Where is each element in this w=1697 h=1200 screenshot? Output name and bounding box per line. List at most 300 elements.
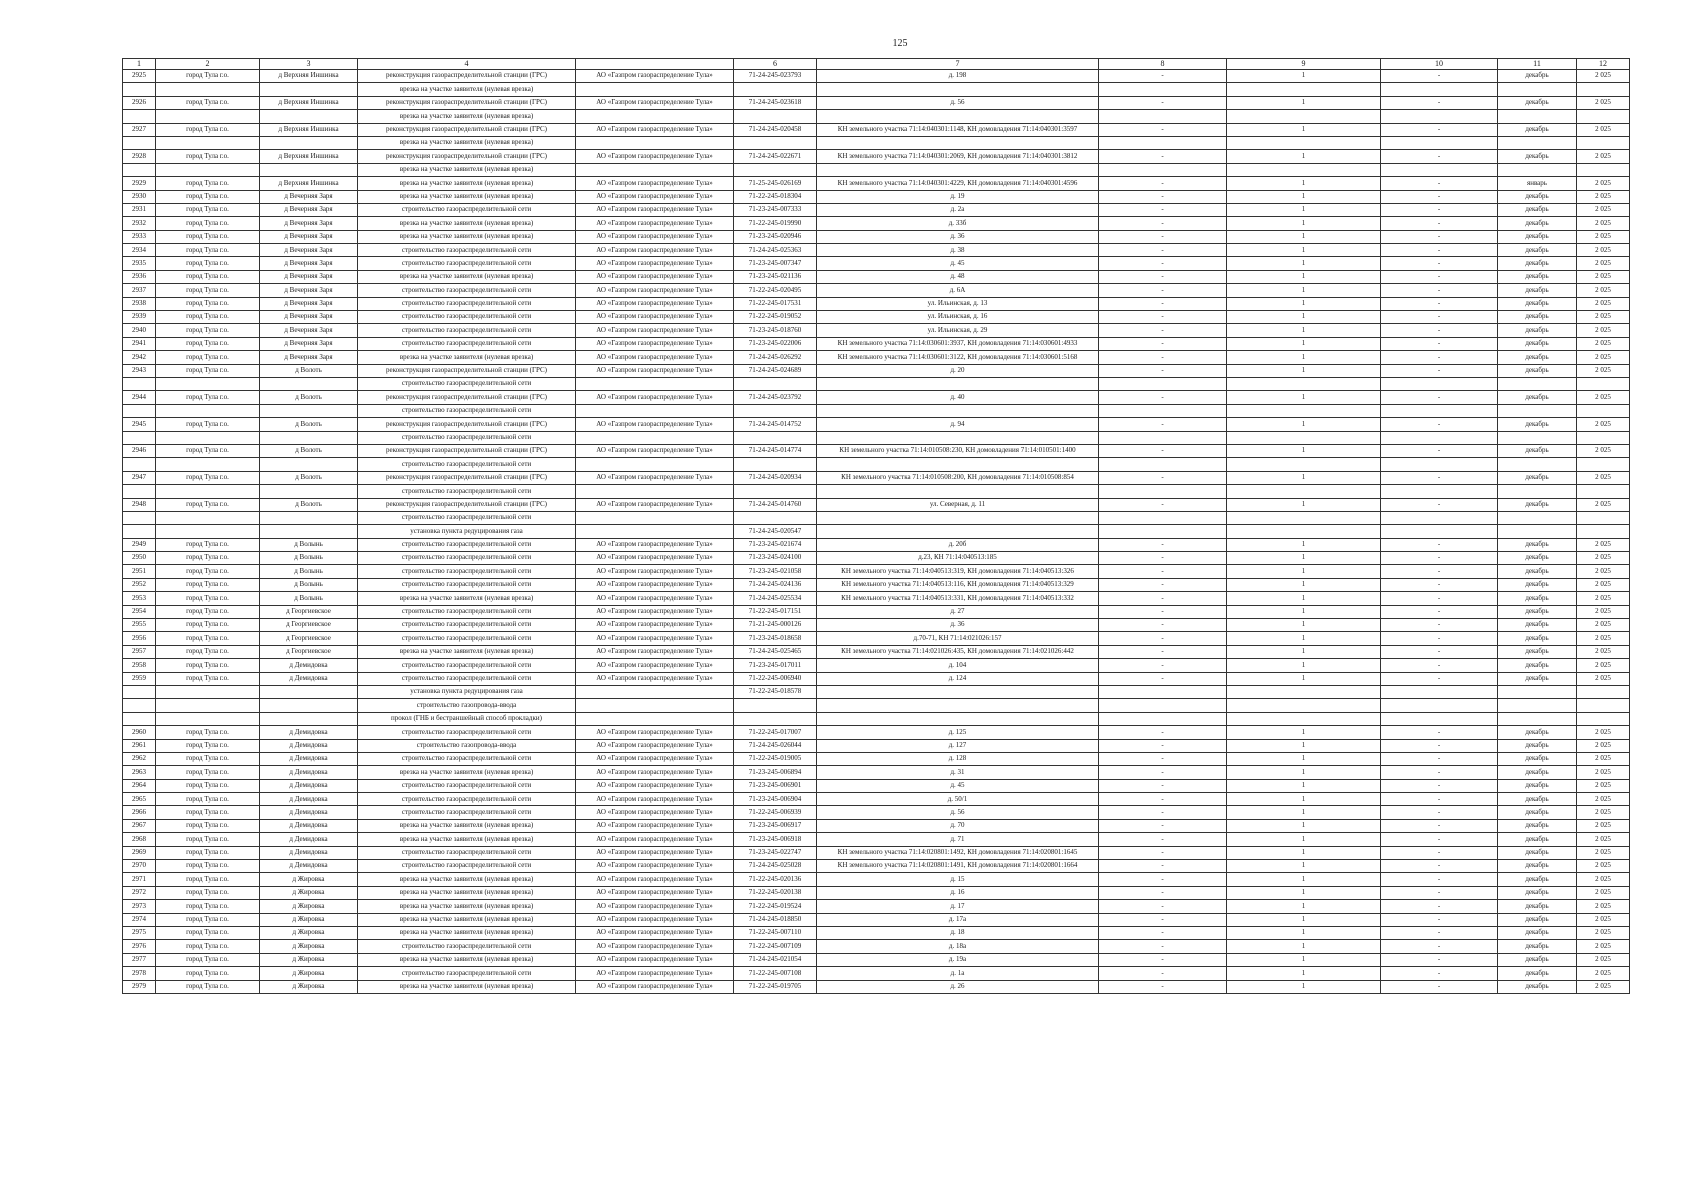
request-code-cell [734,712,817,725]
column-8-cell: - [1099,391,1227,404]
column-10-cell [1381,377,1498,390]
column-8-cell: - [1099,552,1227,565]
work-type-cell: реконструкция газораспределительной станции (ГРС) [358,123,576,136]
quantity-cell: 1 [1227,471,1381,484]
row-number: 2930 [123,190,156,203]
request-code-cell: 71-25-245-026169 [734,177,817,190]
city-cell: город Тула г.о. [156,819,260,832]
table-row [123,324,1630,337]
request-code-cell: 71-22-245-007110 [734,927,817,940]
work-type-cell: врезка на участке заявителя (нулевая врезка) [358,83,576,96]
month-cell [1498,404,1577,417]
work-type-cell: строительство газораспределительной сети [358,297,576,310]
column-header: 6 [734,59,817,70]
row-number [123,377,156,390]
organization-cell: АО «Газпром газораспределение Тула» [576,471,734,484]
table-row [123,846,1630,859]
address-cell: д. 16 [817,886,1099,899]
organization-cell: АО «Газпром газораспределение Тула» [576,364,734,377]
table-row [123,873,1630,886]
month-cell: декабрь [1498,846,1577,859]
quantity-cell: 1 [1227,927,1381,940]
column-8-cell: - [1099,980,1227,993]
row-number: 2956 [123,632,156,645]
column-8-cell: - [1099,739,1227,752]
column-8-cell [1099,511,1227,524]
column-8-cell: - [1099,672,1227,685]
column-10-cell: - [1381,217,1498,230]
month-cell: декабрь [1498,766,1577,779]
quantity-cell: 1 [1227,940,1381,953]
organization-cell: АО «Газпром газораспределение Тула» [576,967,734,980]
address-cell [817,110,1099,123]
row-number: 2948 [123,498,156,511]
locality-cell: д Жировка [260,980,358,993]
locality-cell: д Вечерняя Заря [260,284,358,297]
column-10-cell: - [1381,70,1498,83]
organization-cell: АО «Газпром газораспределение Тула» [576,873,734,886]
row-number: 2957 [123,645,156,658]
organization-cell [576,404,734,417]
work-type-cell: врезка на участке заявителя (нулевая врезка) [358,645,576,658]
work-type-cell: строительство газораспределительной сети [358,565,576,578]
address-cell [817,712,1099,725]
column-10-cell: - [1381,953,1498,966]
city-cell: город Тула г.о. [156,552,260,565]
request-code-cell: 71-23-245-018658 [734,632,817,645]
request-code-cell: 71-22-245-019005 [734,752,817,765]
row-number: 2961 [123,739,156,752]
year-cell: 2 025 [1577,940,1630,953]
request-code-cell [734,136,817,149]
table-row [123,351,1630,364]
column-8-cell: - [1099,244,1227,257]
column-10-cell: - [1381,565,1498,578]
city-cell: город Тула г.о. [156,940,260,953]
work-type-cell: врезка на участке заявителя (нулевая врезка) [358,217,576,230]
request-code-cell [734,511,817,524]
quantity-cell: 1 [1227,806,1381,819]
address-cell: ул. Ильинская, д. 29 [817,324,1099,337]
month-cell: декабрь [1498,739,1577,752]
request-code-cell: 71-22-245-006939 [734,806,817,819]
row-number: 2937 [123,284,156,297]
city-cell [156,136,260,149]
gasification-register-table [122,58,1630,994]
organization-cell: АО «Газпром газораспределение Тула» [576,793,734,806]
organization-cell: АО «Газпром газораспределение Тула» [576,619,734,632]
work-type-cell: строительство газораспределительной сети [358,605,576,618]
row-number: 2955 [123,619,156,632]
locality-cell [260,525,358,538]
column-8-cell: - [1099,806,1227,819]
row-number: 2974 [123,913,156,926]
locality-cell: д Жировка [260,913,358,926]
quantity-cell: 1 [1227,257,1381,270]
year-cell: 2 025 [1577,244,1630,257]
table-row [123,980,1630,993]
page-number: 125 [892,38,908,49]
locality-cell: д Демидовка [260,833,358,846]
year-cell: 2 025 [1577,592,1630,605]
address-cell: д. 1а [817,967,1099,980]
request-code-cell: 71-24-245-025534 [734,592,817,605]
column-header: 1 [123,59,156,70]
table-row [123,498,1630,511]
column-8-cell: - [1099,940,1227,953]
row-number [123,404,156,417]
quantity-cell: 1 [1227,779,1381,792]
quantity-cell [1227,699,1381,712]
locality-cell [260,404,358,417]
request-code-cell [734,163,817,176]
work-type-cell: строительство газораспределительной сети [358,672,576,685]
work-type-cell: врезка на участке заявителя (нулевая врезка) [358,177,576,190]
column-8-cell: - [1099,257,1227,270]
address-cell: д. 94 [817,418,1099,431]
address-cell: КН земельного участка 71:14:040301:1148, КН домовладения 71:14:040301:3597 [817,123,1099,136]
column-8-cell: - [1099,311,1227,324]
column-8-cell: - [1099,619,1227,632]
month-cell [1498,110,1577,123]
column-10-cell: - [1381,391,1498,404]
column-10-cell: - [1381,726,1498,739]
city-cell: город Тула г.о. [156,351,260,364]
work-type-cell: врезка на участке заявителя (нулевая врезка) [358,873,576,886]
address-cell: д. 2а [817,203,1099,216]
city-cell: город Тула г.о. [156,967,260,980]
quantity-cell: 1 [1227,337,1381,350]
column-8-cell: - [1099,203,1227,216]
city-cell: город Тула г.о. [156,177,260,190]
table-row [123,619,1630,632]
work-type-cell: строительство газораспределительной сети [358,203,576,216]
month-cell: декабрь [1498,190,1577,203]
column-header: 4 [358,59,576,70]
address-cell: д. 125 [817,726,1099,739]
organization-cell: АО «Газпром газораспределение Тула» [576,498,734,511]
column-header: 12 [1577,59,1630,70]
row-number: 2945 [123,418,156,431]
work-type-cell: прокол (ГНБ и бестраншейный способ прокладки) [358,712,576,725]
organization-cell: АО «Газпром газораспределение Тула» [576,605,734,618]
column-8-cell: - [1099,150,1227,163]
year-cell: 2 025 [1577,444,1630,457]
address-cell: д. 15 [817,873,1099,886]
column-10-cell [1381,699,1498,712]
column-10-cell [1381,110,1498,123]
column-8-cell: - [1099,913,1227,926]
quantity-cell: 1 [1227,203,1381,216]
address-cell: д. 124 [817,672,1099,685]
work-type-cell: строительство газораспределительной сети [358,793,576,806]
row-number [123,485,156,498]
column-header: 3 [260,59,358,70]
table-row [123,311,1630,324]
organization-cell: АО «Газпром газораспределение Тула» [576,284,734,297]
city-cell: город Тула г.о. [156,391,260,404]
column-8-cell: - [1099,364,1227,377]
address-cell: КН земельного участка 71:14:010508:200, КН домовладения 71:14:010508:854 [817,471,1099,484]
table-row [123,967,1630,980]
column-10-cell: - [1381,900,1498,913]
request-code-cell [734,431,817,444]
address-cell: д. 20б [817,538,1099,551]
locality-cell: д Вечерняя Заря [260,257,358,270]
row-number: 2936 [123,270,156,283]
work-type-cell: реконструкция газораспределительной станции (ГРС) [358,364,576,377]
year-cell [1577,485,1630,498]
year-cell: 2 025 [1577,739,1630,752]
row-number: 2929 [123,177,156,190]
locality-cell: д Волоть [260,364,358,377]
locality-cell: д Вечерняя Заря [260,337,358,350]
month-cell: декабрь [1498,203,1577,216]
request-code-cell: 71-22-245-019052 [734,311,817,324]
request-code-cell: 71-24-245-023793 [734,70,817,83]
work-type-cell: реконструкция газораспределительной станции (ГРС) [358,96,576,109]
quantity-cell: 1 [1227,150,1381,163]
locality-cell: д Волынь [260,578,358,591]
table-row-continuation [123,712,1630,725]
city-cell: город Тула г.о. [156,659,260,672]
locality-cell: д Верхняя Иншинка [260,177,358,190]
table-row-continuation [123,525,1630,538]
city-cell: город Тула г.о. [156,846,260,859]
table-row [123,270,1630,283]
column-8-cell [1099,163,1227,176]
column-8-cell [1099,712,1227,725]
month-cell [1498,685,1577,698]
year-cell [1577,431,1630,444]
request-code-cell: 71-23-245-007347 [734,257,817,270]
organization-cell: АО «Газпром газораспределение Тула» [576,846,734,859]
organization-cell [576,485,734,498]
year-cell: 2 025 [1577,217,1630,230]
column-8-cell: - [1099,538,1227,551]
row-number: 2962 [123,752,156,765]
city-cell [156,712,260,725]
request-code-cell: 71-23-245-021674 [734,538,817,551]
month-cell: декабрь [1498,444,1577,457]
column-10-cell: - [1381,578,1498,591]
request-code-cell: 71-24-245-024689 [734,364,817,377]
month-cell: декабрь [1498,806,1577,819]
year-cell: 2 025 [1577,980,1630,993]
column-8-cell: - [1099,565,1227,578]
month-cell [1498,136,1577,149]
column-8-cell: - [1099,659,1227,672]
column-8-cell [1099,431,1227,444]
locality-cell [260,83,358,96]
request-code-cell: 71-22-245-018578 [734,685,817,698]
request-code-cell: 71-24-245-023618 [734,96,817,109]
work-type-cell: врезка на участке заявителя (нулевая врезка) [358,270,576,283]
column-10-cell: - [1381,980,1498,993]
row-number [123,712,156,725]
address-cell: д. 70 [817,819,1099,832]
year-cell [1577,458,1630,471]
column-10-cell: - [1381,659,1498,672]
request-code-cell: 71-24-245-020547 [734,525,817,538]
work-type-cell: врезка на участке заявителя (нулевая врезка) [358,833,576,846]
month-cell: декабрь [1498,150,1577,163]
column-8-cell: - [1099,324,1227,337]
month-cell: декабрь [1498,324,1577,337]
month-cell: декабрь [1498,257,1577,270]
row-number: 2939 [123,311,156,324]
organization-cell [576,525,734,538]
city-cell: город Тула г.о. [156,324,260,337]
month-cell: декабрь [1498,565,1577,578]
city-cell: город Тула г.о. [156,739,260,752]
address-cell: д. 17 [817,900,1099,913]
request-code-cell: 71-24-245-018850 [734,913,817,926]
address-cell [817,699,1099,712]
column-10-cell: - [1381,552,1498,565]
month-cell: декабрь [1498,364,1577,377]
month-cell [1498,377,1577,390]
request-code-cell: 71-24-245-014760 [734,498,817,511]
locality-cell: д Демидовка [260,793,358,806]
table-row [123,203,1630,216]
city-cell: город Тула г.о. [156,471,260,484]
request-code-cell [734,485,817,498]
table-row [123,418,1630,431]
address-cell: д. 50/1 [817,793,1099,806]
request-code-cell: 71-24-245-020458 [734,123,817,136]
organization-cell: АО «Газпром газораспределение Тула» [576,444,734,457]
address-cell: д. 127 [817,739,1099,752]
locality-cell: д Демидовка [260,846,358,859]
month-cell: декабрь [1498,70,1577,83]
year-cell: 2 025 [1577,538,1630,551]
organization-cell: АО «Газпром газораспределение Тула» [576,632,734,645]
city-cell [156,525,260,538]
column-header: 11 [1498,59,1577,70]
month-cell: декабрь [1498,230,1577,243]
quantity-cell: 1 [1227,766,1381,779]
quantity-cell [1227,431,1381,444]
table-row [123,284,1630,297]
quantity-cell: 1 [1227,592,1381,605]
column-10-cell: - [1381,886,1498,899]
organization-cell: АО «Газпром газораспределение Тула» [576,96,734,109]
table-row [123,940,1630,953]
work-type-cell: строительство газораспределительной сети [358,967,576,980]
table-row [123,391,1630,404]
request-code-cell: 71-22-245-020138 [734,886,817,899]
table-row [123,779,1630,792]
work-type-cell: строительство газораспределительной сети [358,284,576,297]
month-cell: декабрь [1498,873,1577,886]
locality-cell: д Вечерняя Заря [260,190,358,203]
year-cell: 2 025 [1577,873,1630,886]
organization-cell: АО «Газпром газораспределение Тула» [576,203,734,216]
table-row [123,538,1630,551]
work-type-cell: врезка на участке заявителя (нулевая врезка) [358,913,576,926]
year-cell: 2 025 [1577,913,1630,926]
locality-cell: д Демидовка [260,806,358,819]
request-code-cell: 71-23-245-022006 [734,337,817,350]
column-8-cell [1099,377,1227,390]
column-10-cell: - [1381,846,1498,859]
organization-cell: АО «Газпром газораспределение Тула» [576,257,734,270]
locality-cell: д Жировка [260,967,358,980]
year-cell: 2 025 [1577,927,1630,940]
year-cell [1577,163,1630,176]
city-cell: город Тула г.о. [156,297,260,310]
quantity-cell: 1 [1227,123,1381,136]
row-number: 2967 [123,819,156,832]
table-row [123,953,1630,966]
work-type-cell: реконструкция газораспределительной станции (ГРС) [358,471,576,484]
locality-cell: д Жировка [260,900,358,913]
work-type-cell: строительство газораспределительной сети [358,619,576,632]
row-number: 2959 [123,672,156,685]
request-code-cell [734,404,817,417]
request-code-cell: 71-24-245-025465 [734,645,817,658]
quantity-cell: 1 [1227,726,1381,739]
year-cell: 2 025 [1577,632,1630,645]
organization-cell: АО «Газпром газораспределение Тула» [576,672,734,685]
row-number: 2927 [123,123,156,136]
locality-cell: д Демидовка [260,739,358,752]
column-10-cell: - [1381,471,1498,484]
table-row-continuation [123,699,1630,712]
column-header: 10 [1381,59,1498,70]
organization-cell [576,377,734,390]
organization-cell: АО «Газпром газораспределение Тула» [576,726,734,739]
row-number: 2969 [123,846,156,859]
locality-cell: д Жировка [260,940,358,953]
organization-cell: АО «Газпром газораспределение Тула» [576,752,734,765]
quantity-cell: 1 [1227,217,1381,230]
row-number [123,431,156,444]
year-cell: 2 025 [1577,819,1630,832]
organization-cell: АО «Газпром газораспределение Тула» [576,766,734,779]
work-type-cell: строительство газораспределительной сети [358,257,576,270]
locality-cell: д Жировка [260,927,358,940]
year-cell: 2 025 [1577,605,1630,618]
row-number: 2928 [123,150,156,163]
request-code-cell: 71-22-245-007108 [734,967,817,980]
locality-cell [260,458,358,471]
column-10-cell: - [1381,270,1498,283]
year-cell: 2 025 [1577,150,1630,163]
table-row-continuation [123,377,1630,390]
request-code-cell [734,110,817,123]
work-type-cell: врезка на участке заявителя (нулевая врезка) [358,163,576,176]
organization-cell: АО «Газпром газораспределение Тула» [576,779,734,792]
request-code-cell: 71-24-245-023792 [734,391,817,404]
quantity-cell [1227,83,1381,96]
address-cell: ул. Северная, д. 11 [817,498,1099,511]
column-10-cell [1381,431,1498,444]
organization-cell: АО «Газпром газораспределение Тула» [576,538,734,551]
column-8-cell [1099,136,1227,149]
row-number: 2947 [123,471,156,484]
work-type-cell: врезка на участке заявителя (нулевая врезка) [358,927,576,940]
column-8-cell: - [1099,70,1227,83]
address-cell [817,136,1099,149]
request-code-cell: 71-24-245-024136 [734,578,817,591]
work-type-cell: строительство газораспределительной сети [358,311,576,324]
year-cell: 2 025 [1577,324,1630,337]
table-row [123,900,1630,913]
address-cell: ул. Ильинская, д. 16 [817,311,1099,324]
city-cell: город Тула г.о. [156,873,260,886]
